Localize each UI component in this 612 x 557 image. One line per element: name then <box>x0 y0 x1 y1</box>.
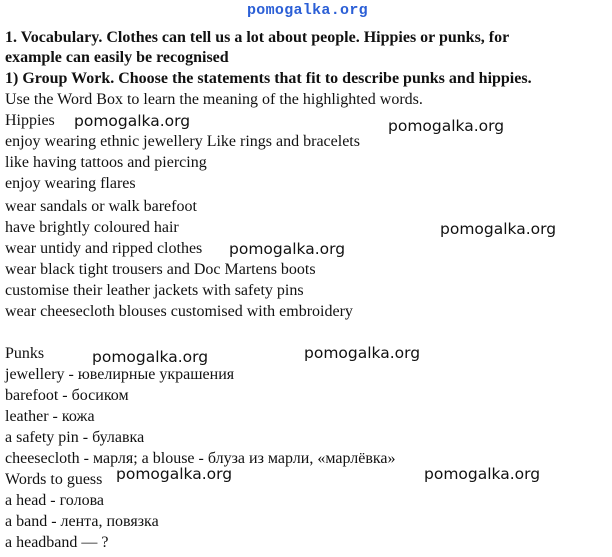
guess-word-1: a head - голова <box>5 492 105 509</box>
guess-word-3: a headband — ? <box>5 534 109 551</box>
watermark-3: pomogalka.org <box>440 220 557 238</box>
statement-8: customise their leather jackets with safety pins <box>5 282 304 299</box>
watermark-4: pomogalka.org <box>229 240 346 258</box>
punks-label: Punks <box>5 345 45 362</box>
statement-3: enjoy wearing flares <box>5 175 136 192</box>
heading-line-2: example can easily be recognised <box>5 49 229 66</box>
statement-7: wear black tight trousers and Doc Martens boots <box>5 261 316 278</box>
instruction: Use the Word Box to learn the meaning of the highlighted words. <box>5 91 423 108</box>
word-box-2: barefoot - босиком <box>5 387 129 404</box>
word-box-1: jewellery - ювелирные украшения <box>5 366 235 383</box>
watermark-7: pomogalka.org <box>116 465 233 483</box>
watermark-1: pomogalka.org <box>74 112 191 130</box>
statement-4: wear sandals or walk barefoot <box>5 198 197 215</box>
statement-9: wear cheesecloth blouses customised with embroidery <box>5 303 353 320</box>
word-box-3: leather - кожа <box>5 408 95 425</box>
watermark-5: pomogalka.org <box>92 348 209 366</box>
statement-5: have brightly coloured hair <box>5 219 179 236</box>
watermark-top: pomogalka.org <box>247 2 368 19</box>
statement-6: wear untidy and ripped clothes <box>5 240 203 257</box>
guess-word-2: a band - лента, повязка <box>5 513 159 530</box>
word-box-5: cheesecloth - марля; a blouse - блуза из марли, «марлёвка» <box>5 450 396 467</box>
hippies-label: Hippies <box>5 112 55 129</box>
statement-1: enjoy wearing ethnic jewellery Like rings and bracelets <box>5 133 360 150</box>
words-to-guess-label: Words to guess <box>5 471 103 488</box>
watermark-8: pomogalka.org <box>424 465 541 483</box>
task-heading: 1) Group Work. Choose the statements that fit to describe punks and hippies. <box>5 70 532 87</box>
watermark-6: pomogalka.org <box>304 344 421 362</box>
watermark-2: pomogalka.org <box>388 117 505 135</box>
word-box-4: a safety pin - булавка <box>5 429 145 446</box>
heading-line-1: 1. Vocabulary. Clothes can tell us a lot about people. Hippies or punks, for <box>5 29 510 46</box>
statement-2: like having tattoos and piercing <box>5 154 207 171</box>
